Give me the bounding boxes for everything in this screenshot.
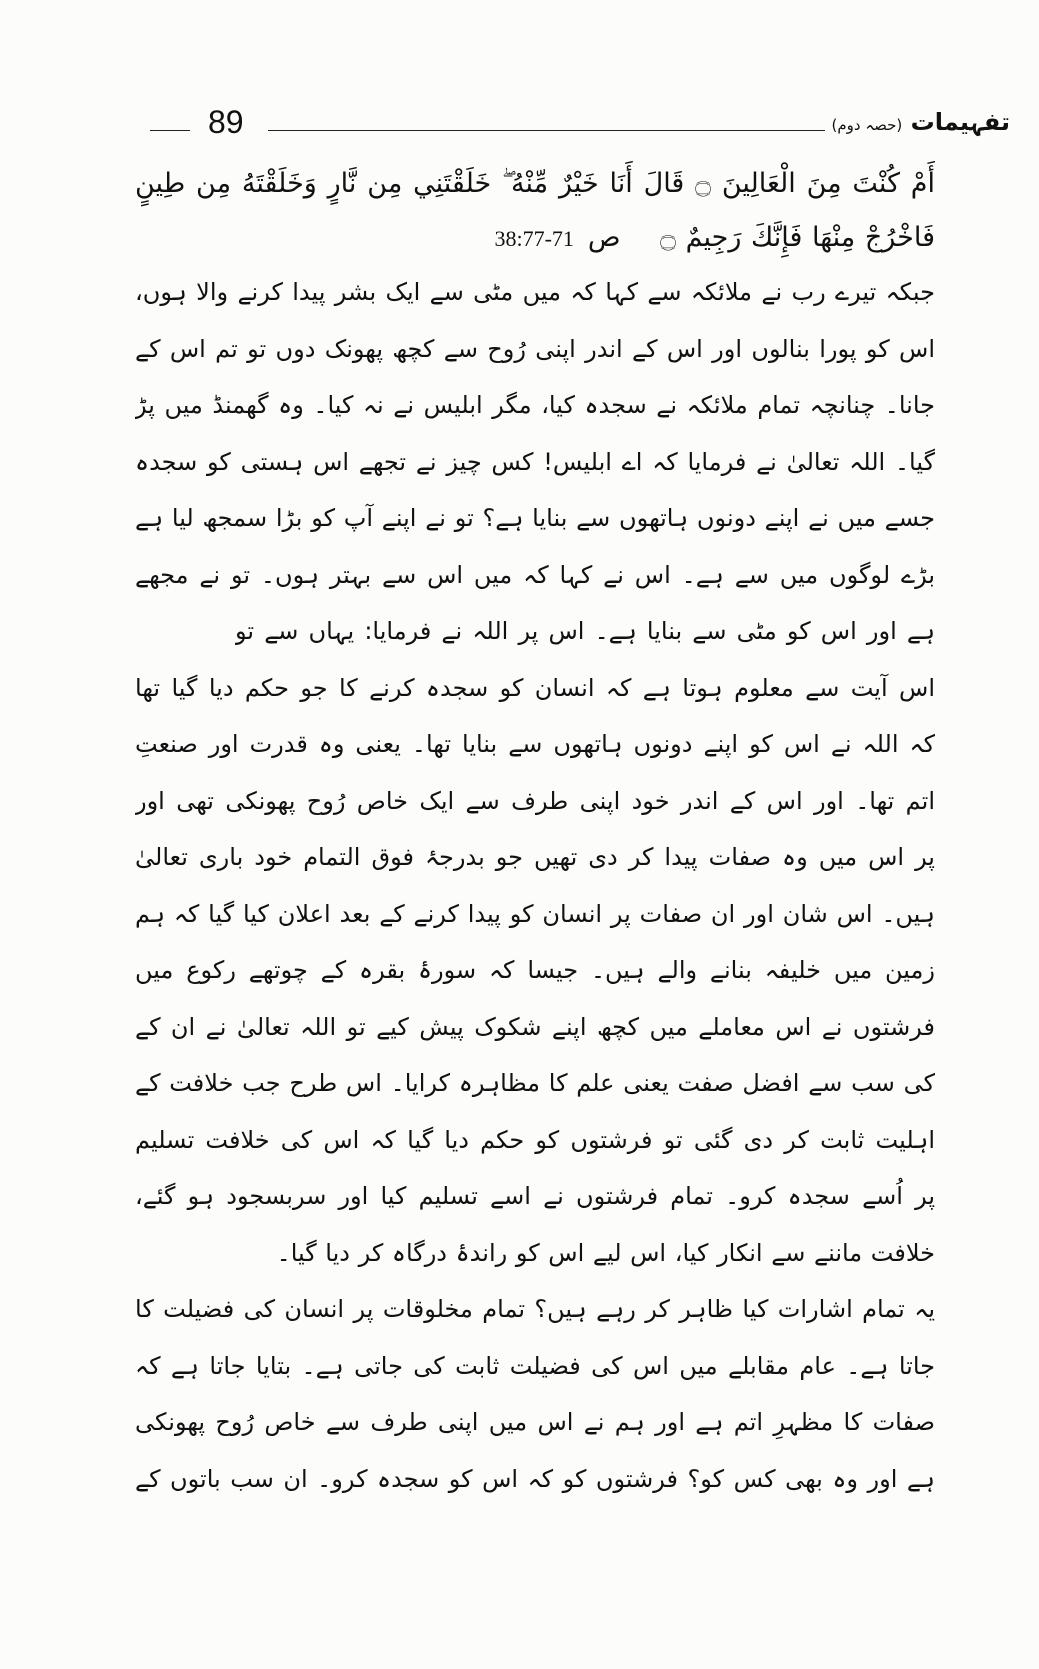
paragraph-1-line: گیا۔ اللہ تعالیٰ نے فرمایا کہ اے ابلیس! کس چیز نے تجھے اس ہستی کو سجدہ bbox=[135, 447, 935, 476]
paragraph-1-line: ہے اور اس کو مٹی سے بنایا ہے۔ اس پر اللہ نے فرمایا: یہاں سے تو bbox=[235, 617, 935, 645]
header-rule-left bbox=[150, 130, 190, 131]
paragraph-2-line: اس آیت سے معلوم ہوتا ہے کہ انسان کو سجدہ کرنے کا جو حکم دیا گیا تھا bbox=[135, 673, 935, 702]
paragraph-2-line: کہ اللہ نے اس کو اپنے دونوں ہاتھوں سے بنایا تھا۔ یعنی وہ قدرت اور صنعتِ bbox=[135, 730, 935, 758]
verse-text: فَاخْرُجْ مِنْهَا فَإِنَّكَ رَجِيمٌ ۝ bbox=[660, 222, 935, 253]
paragraph-1-line: جبکہ تیرے رب نے ملائکہ سے کہا کہ میں مٹی سے ایک بشر پیدا کرنے والا ہوں، bbox=[135, 278, 935, 306]
book-part: (حصہ دوم) bbox=[831, 116, 903, 134]
paragraph-1-line: بڑے لوگوں میں سے ہے۔ اس نے کہا کہ میں اس سے بہتر ہوں۔ تو نے مجھے bbox=[135, 560, 935, 589]
paragraph-1-line: اس کو پورا بنالوں اور اس کے اندر اپنی رُوح سے کچھ پھونک دوں تو تم اس کے bbox=[135, 334, 935, 363]
paragraph-2-line: کی سب سے افضل صفت یعنی علم کا مظاہرہ کرایا۔ اس طرح جب خلافت کے bbox=[135, 1069, 935, 1097]
paragraph-3-line: جاتا ہے۔ عام مقابلے میں اس کی فضیلت ثابت کی جاتی ہے۔ بتایا جاتا ہے کہ bbox=[135, 1351, 935, 1380]
verse-line-1: أَمْ كُنْتَ مِنَ الْعَالِينَ ۝ قَالَ أَنَا خَيْرٌ مِّنْهُ ۖ خَلَقْتَنِي مِن نَّارٍ وَخَلَقْتَهُ مِن طِينٍ bbox=[135, 168, 935, 199]
paragraph-2-line: پر اس میں وہ صفات پیدا کر دی تھیں جو بدرجۂ فوق التمام خود باری تعالیٰ bbox=[135, 843, 935, 871]
paragraph-2-line: خلافت ماننے سے انکار کیا، اس لیے اس کو راندۂ درگاہ کر دیا گیا۔ bbox=[276, 1238, 935, 1267]
paragraph-2-line: زمین میں خلیفہ بنانے والے ہیں۔ جیسا کہ سورۂ بقرہ کے چوتھے رکوع میں bbox=[135, 956, 935, 984]
book-title-text: تفہیمات bbox=[910, 108, 1010, 136]
paragraph-3-line: ہے اور وہ بھی کس کو؟ فرشتوں کو کہ اس کو سجدہ کرو۔ ان سب باتوں کے bbox=[135, 1464, 935, 1493]
paragraph-2-line: ہیں۔ اس شان اور ان صفات پر انسان کو پیدا کرنے کے بعد اعلان کیا گیا کہ ہم bbox=[135, 899, 935, 928]
paragraph-2-line: پر اُسے سجدہ کرو۔ تمام فرشتوں نے اسے تسلیم کیا اور سربسجود ہو گئے، bbox=[135, 1182, 935, 1210]
paragraph-2-line: اہلیت ثابت کر دی گئی تو فرشتوں کو حکم دیا گیا کہ اس کی خلافت تسلیم bbox=[135, 1125, 935, 1154]
header-rule bbox=[268, 130, 825, 131]
verse-reference: 38:77-71 bbox=[494, 226, 574, 251]
paragraph-2-line: فرشتوں نے اس معاملے میں کچھ اپنے شکوک پیش کیے تو اللہ تعالیٰ نے ان کے bbox=[135, 1012, 935, 1041]
paragraph-3-line: صفات کا مظہرِ اتم ہے اور ہم نے اس میں اپنی طرف سے خاص رُوح پھونکی bbox=[135, 1408, 935, 1436]
running-header bbox=[150, 104, 1010, 148]
paragraph-1-line: جانا۔ چنانچہ تمام ملائکہ نے سجدہ کیا، مگر ابلیس نے نہ کیا۔ وہ گھمنڈ میں پڑ bbox=[135, 391, 935, 419]
paragraph-1-line: جسے میں نے اپنے دونوں ہاتھوں سے بنایا ہے؟ تو نے اپنے آپ کو بڑا سمجھ لیا ہے bbox=[135, 504, 935, 532]
book-title bbox=[832, 108, 1011, 136]
page-number: 89 bbox=[208, 104, 244, 140]
paragraph-2-line: اتم تھا۔ اور اس کے اندر خود اپنی طرف سے ایک خاص رُوح پھونکی تھی اور bbox=[135, 786, 935, 815]
verse-surah: ص bbox=[587, 222, 621, 253]
verse-line-2 bbox=[135, 212, 935, 264]
paragraph-3-line: یہ تمام اشارات کیا ظاہر کر رہے ہیں؟ تمام مخلوقات پر انسان کی فضیلت کا bbox=[135, 1295, 935, 1323]
